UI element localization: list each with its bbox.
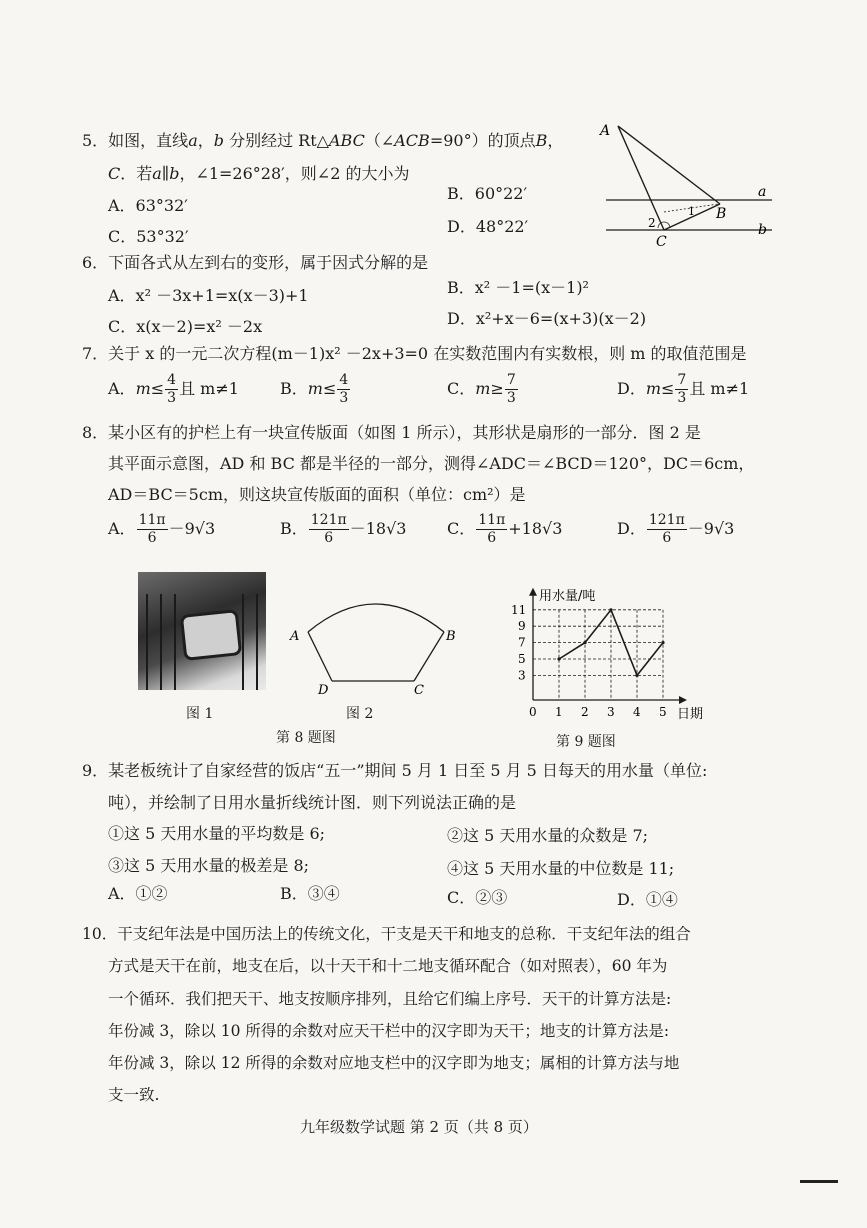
label-B: B	[716, 206, 727, 222]
q5-line2: C．若a∥b，∠1=26°28′，则∠2 的大小为	[108, 164, 410, 183]
q5-line1: 5．如图，直线a，b 分别经过 Rt△ABC（∠ACB=90°）的顶点B，	[82, 131, 564, 150]
label-angle-1: 1	[688, 205, 695, 218]
label-A: A	[290, 629, 300, 644]
q5-option-c: C．53°32′	[108, 227, 189, 246]
label-C: C	[414, 683, 424, 698]
q10-line4: 年份减 3，除以 10 所得的余数对应天干栏中的汉字即为天干；地支的计算方法是:	[108, 1022, 670, 1040]
data-point	[635, 674, 638, 677]
x-tick-label: 0	[529, 705, 537, 719]
chart-grid	[533, 610, 663, 700]
q8-line3: AD＝BC＝5cm，则这块宣传版面的面积（单位：cm²）是	[108, 485, 526, 504]
q8-fig2-caption: 图 2	[346, 706, 374, 722]
q8-option-d: D． $\frac{121\pi}{6}$ －9√3	[617, 512, 735, 546]
y-tick-label: 7	[518, 635, 526, 650]
label-C: C	[656, 234, 667, 250]
y-axis-arrow	[529, 588, 537, 596]
fence-rail	[160, 594, 162, 690]
scan-mark	[800, 1180, 838, 1183]
q10-line3: 一个循环．我们把天干、地支按顺序排列，且给它们编上序号．天干的计算方法是:	[108, 990, 672, 1008]
q7-option-c: C．m≥ $\frac{7}{3}$	[447, 372, 516, 406]
y-tick-label: 5	[518, 652, 526, 666]
q8-option-b: B． $\frac{121\pi}{6}$ －18√3	[280, 512, 407, 546]
q8-option-a: A． $\frac{11\pi}{6}$ －9√3	[108, 512, 216, 546]
q9-option-b: B．③④	[280, 884, 340, 903]
q7-option-a: A．m≤ $\frac{4}{3}$ 且 m≠1	[108, 372, 239, 406]
q10-line1: 10．干支纪年法是中国历法上的传统文化，干支是天干和地支的总称．干支纪年法的组合	[82, 925, 691, 943]
x-tick-label: 3	[607, 705, 615, 719]
y-tick-label: 11	[511, 602, 527, 617]
q8-option-c: C． $\frac{11\pi}{6}$ +18√3	[447, 512, 563, 546]
label-A: A	[600, 123, 611, 139]
x-tick-label: 5	[659, 705, 667, 719]
fence-rail	[256, 594, 258, 690]
label-B: B	[446, 629, 456, 644]
q6-option-a: A．x² －3x+1=x(x－3)+1	[108, 286, 309, 305]
q10-line6: 支一致.	[108, 1086, 160, 1104]
q6-option-d: D．x²+x－6=(x+3)(x－2)	[447, 309, 647, 328]
label-angle-2: 2	[648, 216, 656, 230]
q9-line2: 吨），并绘制了日用水量折线统计图．则下列说法正确的是	[108, 793, 517, 812]
label-b: b	[758, 222, 767, 238]
x-tick-label: 1	[555, 705, 563, 719]
q9-statement-2: ②这 5 天用水量的众数是 7;	[447, 826, 649, 845]
q5-option-b: B．60°22′	[447, 184, 528, 203]
q9-line1: 9．某老板统计了自家经营的饭店“五一”期间 5 月 1 日至 5 月 5 日每天的用水量（单位:	[82, 761, 708, 780]
q5-option-d: D．48°22′	[447, 217, 529, 236]
fence-rail	[242, 594, 244, 690]
y-tick-labels	[511, 603, 526, 683]
q10-line2: 方式是天干在前，地支在后，以十天干和十二地支循环配合（如对照表），60 年为	[108, 957, 668, 975]
side-ac	[618, 126, 664, 230]
data-point	[583, 641, 586, 644]
q6-stem: 6．下面各式从左到右的变形，属于因式分解的是	[82, 253, 429, 272]
q5-triangle-figure	[596, 118, 776, 250]
data-point	[557, 657, 560, 660]
y-tick-label: 9	[518, 619, 526, 634]
q8-figure-caption: 第 8 题图	[276, 730, 336, 746]
q7-option-b: B．m≤ $\frac{4}{3}$	[280, 372, 349, 406]
x-tick-label: 4	[633, 705, 641, 719]
page-footer: 九年级数学试题 第 2 页（共 8 页）	[300, 1118, 538, 1136]
x-axis-arrow	[679, 696, 687, 704]
label-a: a	[758, 184, 767, 200]
q8-fig2-sector	[288, 588, 468, 698]
q9-statement-3: ③这 5 天用水量的极差是 8;	[108, 856, 310, 875]
q8-line2: 其平面示意图，AD 和 BC 都是半径的一部分，测得∠ADC＝∠BCD＝120°，DC＝6cm，	[108, 454, 755, 473]
q9-statement-1: ①这 5 天用水量的平均数是 6;	[108, 824, 326, 843]
q9-option-c: C．②③	[447, 888, 508, 907]
q6-option-c: C．x(x－2)=x² －2x	[108, 317, 263, 336]
label-D: D	[318, 683, 329, 698]
data-point	[609, 608, 612, 611]
y-axis-label: 用水量/吨	[539, 588, 596, 604]
x-axis-label: 日期	[677, 707, 704, 722]
fence-rail	[146, 594, 148, 690]
q10-line5: 年份减 3，除以 12 所得的余数对应地支栏中的汉字即为地支；属相的计算方法与地	[108, 1054, 680, 1072]
x-tick-label: 2	[581, 705, 589, 719]
data-point	[661, 641, 664, 644]
side-ad	[308, 632, 332, 681]
fence-rail	[174, 594, 176, 690]
bulletin-board	[180, 609, 242, 661]
q9-option-d: D．①④	[617, 890, 678, 909]
q7-stem: 7．关于 x 的一元二次方程(m－1)x² －2x+3=0 在实数范围内有实数根，则 m 的取值范围是	[82, 344, 747, 363]
q9-option-a: A．①②	[108, 884, 168, 903]
arc-ab	[308, 604, 444, 632]
q9-statement-4: ④这 5 天用水量的中位数是 11;	[447, 859, 675, 878]
q5-option-a: A．63°32′	[108, 196, 188, 215]
side-cb	[414, 632, 444, 681]
q8-fig1-caption: 图 1	[186, 706, 214, 722]
angle-mark	[658, 222, 670, 228]
q7-option-d: D．m≤ $\frac{7}{3}$ 且 m≠1	[617, 372, 750, 406]
q9-water-usage-chart	[505, 562, 715, 722]
x-tick-labels	[529, 705, 667, 719]
side-ab	[618, 126, 720, 204]
q8-line1: 8．某小区有的护栏上有一块宣传版面（如图 1 所示），其形状是扇形的一部分．图 2 是	[82, 423, 701, 442]
q9-figure-caption: 第 9 题图	[556, 734, 616, 750]
y-tick-label: 3	[518, 668, 526, 683]
q8-fig1-photo	[138, 572, 266, 690]
q6-option-b: B．x² －1=(x－1)²	[447, 278, 589, 297]
